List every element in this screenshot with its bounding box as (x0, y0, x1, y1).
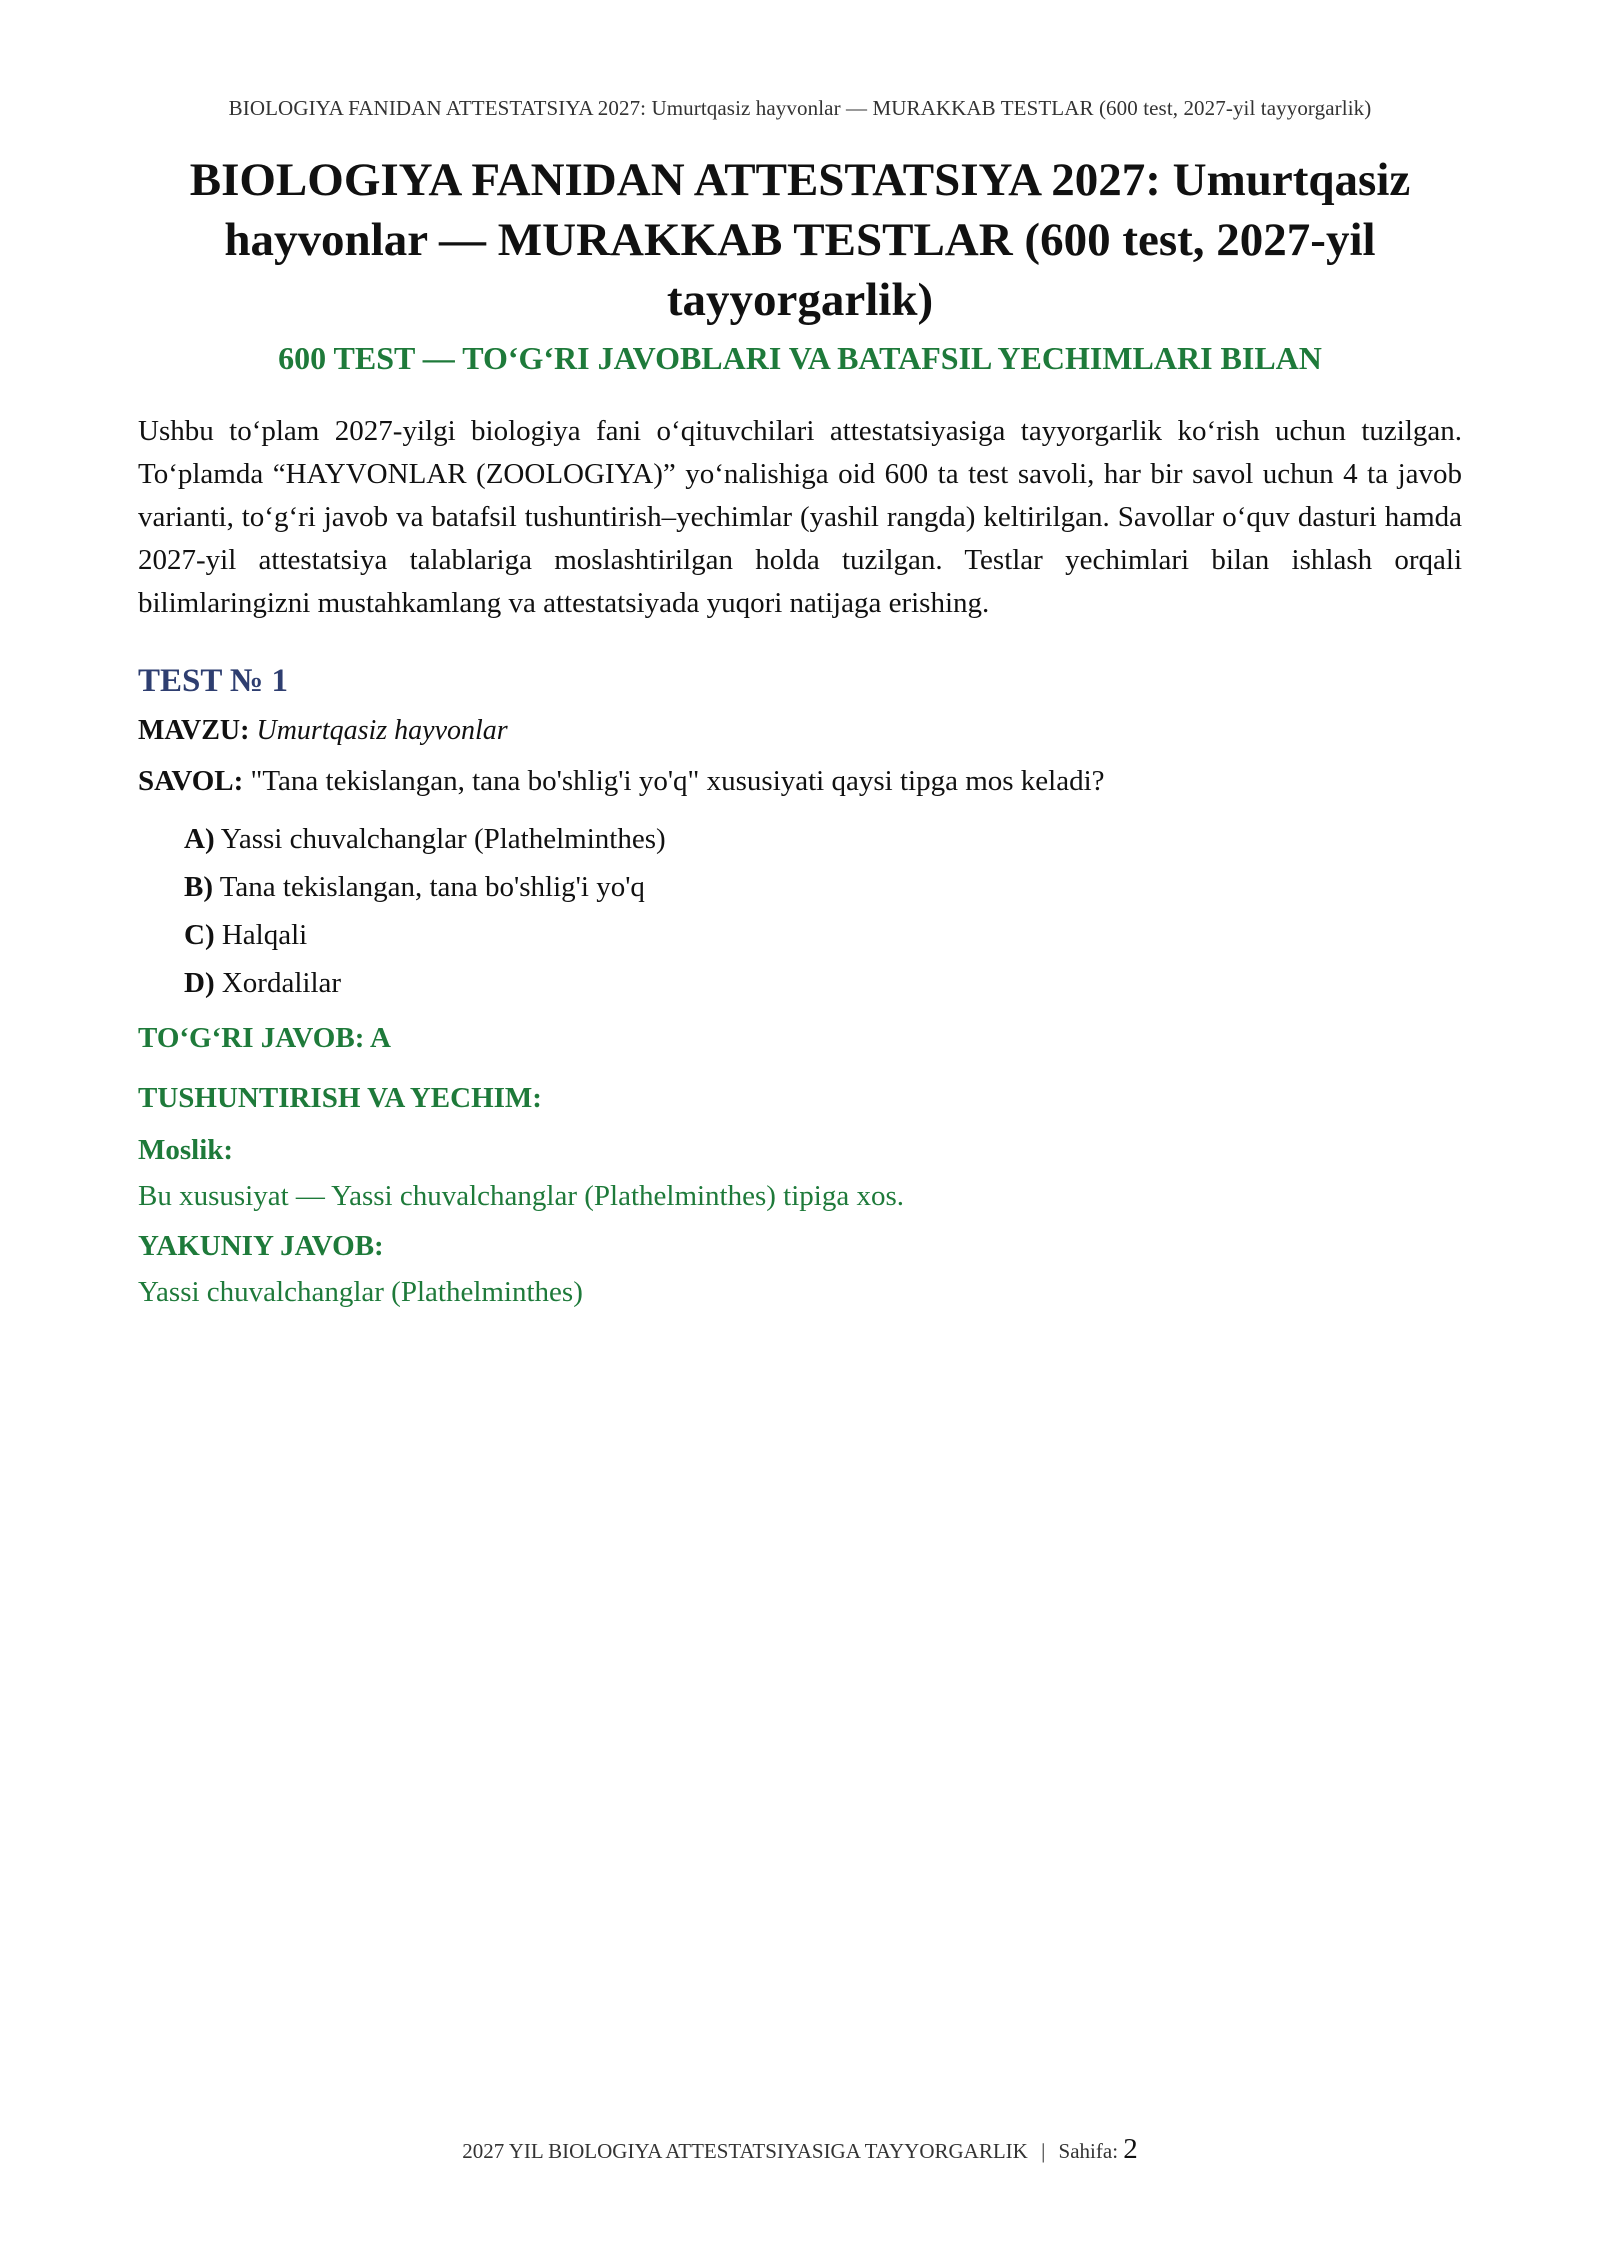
option-d (184, 959, 1462, 1007)
final-answer-text: Yassi chuvalchanglar (Plathelminthes) (138, 1276, 583, 1308)
option-letter: D) (184, 967, 215, 999)
topic-label: MAVZU: (138, 715, 250, 746)
option-a (184, 815, 1462, 863)
topic-value: Umurtqasiz hayvonlar (256, 715, 508, 746)
running-footer (0, 2133, 1600, 2166)
option-letter: C) (184, 919, 215, 951)
option-c (184, 911, 1462, 959)
running-header: BIOLOGIYA FANIDAN ATTESTATSIYA 2027: Umurtqasiz hayvonlar — MURAKKAB TESTLAR (600 test, 2027-yil tayyorgarlik) (228, 96, 1372, 120)
option-text: Yassi chuvalchanglar (Plathelminthes) (220, 823, 666, 855)
option-text: Xordalilar (221, 967, 342, 999)
option-text: Halqali (221, 919, 308, 951)
match-text: Bu xususiyat — Yassi chuvalchanglar (Plathelminthes) tipiga xos. (138, 1180, 905, 1212)
option-b (184, 863, 1462, 911)
question-line (138, 761, 1462, 801)
question-label: SAVOL: (138, 765, 244, 797)
option-letter: A) (184, 823, 215, 855)
option-text: Tana tekislangan, tana bo'shlig'i yo'q (219, 871, 645, 903)
question-text: "Tana tekislangan, tana bo'shlig'i yo'q" xususiyati qaysi tipga mos keladi? (250, 765, 1105, 797)
page-label: Sahifa: (1058, 2139, 1119, 2163)
test-heading: TEST № 1 (138, 663, 288, 699)
final-answer-heading: YAKUNIY JAVOB: (138, 1230, 384, 1262)
option-letter: B) (184, 871, 213, 903)
topic-line (138, 711, 1462, 751)
correct-answer: TO‘G‘RI JAVOB: A (138, 1022, 391, 1054)
document-title: BIOLOGIYA FANIDAN ATTESTATSIYA 2027: Umurtqasiz hayvonlar — MURAKKAB TESTLAR (600 test, 2027-yil tayyorgarlik) (189, 154, 1411, 326)
intro-paragraph: Ushbu to‘plam 2027-yilgi biologiya fani o‘qituvchilari attestatsiyasiga tayyorgarlik ko‘rish uchun tuzilgan. To‘plamda “HAYVONLAR (ZOOLOGIYA)” yo‘nalishiga oid 600 ta test savoli, har bir savol uchun 4 ta javob varianti, to‘g‘ri javob va batafsil tushuntirish–yechimlar (yashil rangda) keltirilgan. Savollar o‘quv dasturi hamda 2027-yil attestatsiya talablariga moslashtirilgan holda tuzilgan. Testlar yechimlari bilan ishlash orqali bilimlaringizni mustahkamlang va attestatsiyada yuqori natijaga erishing. (138, 415, 1462, 619)
page-number: 2 (1123, 2133, 1138, 2165)
match-heading: Moslik: (138, 1134, 234, 1166)
explanation-heading: TUSHUNTIRISH VA YECHIM: (138, 1082, 542, 1114)
page-content (138, 150, 1462, 1313)
document-subtitle: 600 TEST — TO‘G‘RI JAVOBLARI VA BATAFSIL YECHIMLARI BILAN (278, 340, 1322, 376)
footer-text: 2027 YIL BIOLOGIYA ATTESTATSIYASIGA TAYYORGARLIK (462, 2139, 1028, 2163)
answer-options (138, 815, 1462, 1007)
footer-separator: | (1041, 2139, 1046, 2163)
